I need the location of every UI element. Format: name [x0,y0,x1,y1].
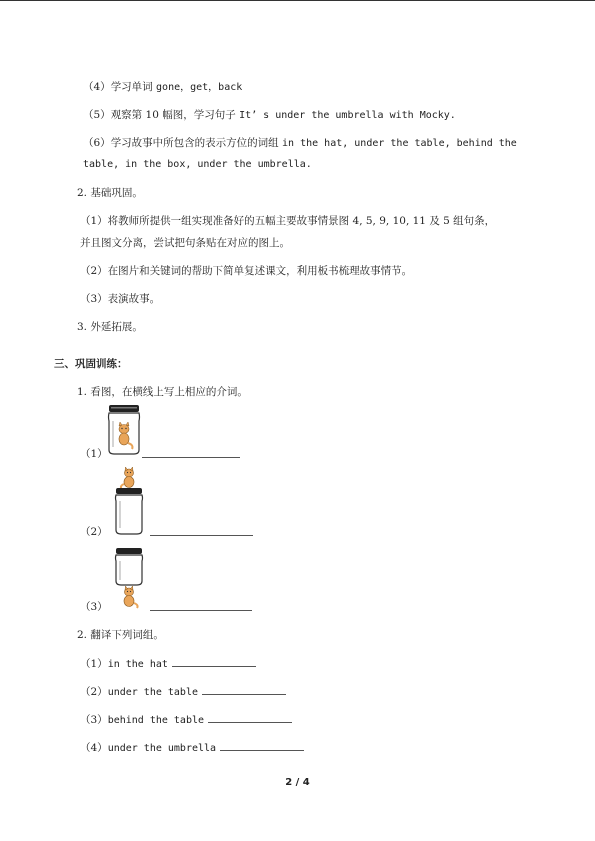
consolidate-heading: 2. 基础巩固。 [77,187,143,199]
q2-item-2: （2）under the table [80,684,286,700]
consolidate-2: （2）在图片和关键词的帮助下简单复述课文，利用板书梳理故事情节。 [80,265,413,277]
question-1: 1. 看图，在横线上写上相应的介词。 [77,386,248,398]
q1-item-3: （3） [80,601,108,613]
section-3-title: 三、巩固训练： [54,358,128,370]
q2-answer-blank-1[interactable] [172,656,256,667]
q2-answer-blank-3[interactable] [208,712,292,723]
consolidate-3: （3）表演故事。 [80,293,161,305]
cat-under-jar-icon [114,547,144,609]
page-number: 2 / 4 [285,777,310,788]
q1-item-1: （1） [80,448,108,460]
question-2: 2. 翻译下列词组。 [77,629,164,641]
q1-answer-blank-1[interactable] [142,447,240,458]
consolidate-1-line1: （1）将教师所提供一组实现准备好的五幅主要故事情景图 4, 5, 9, 10, 11 及 5 组句条， [80,215,496,227]
q2-answer-blank-4[interactable] [220,740,304,751]
q1-answer-blank-2[interactable] [150,525,253,536]
top-rule [0,0,595,1]
q2-item-1: （1）in the hat [80,656,256,672]
cat-on-jar-icon [114,466,144,536]
step-6-line2: table, in the box, under the umbrella. [83,159,312,170]
q2-answer-blank-2[interactable] [202,684,286,695]
step-6-line1: （6）学习故事中所包含的表示方位的词组 in the hat, under the table, behind the [83,137,517,149]
q2-item-4: （4）under the umbrella [80,740,304,756]
cat-in-jar-icon [106,405,142,455]
q2-item-3: （3）behind the table [80,712,292,728]
q1-answer-blank-3[interactable] [150,600,252,611]
step-5: （5）观察第 10 幅图，学习句子 It’ s under the umbrella with Mocky. [83,109,456,121]
step-4: （4）学习单词 gone，get，back [83,81,243,93]
consolidate-1-line2: 并且图文分离，尝试把句条贴在对应的图上。 [80,237,290,249]
q1-item-2: （2） [80,526,108,538]
extend-heading: 3. 外延拓展。 [77,321,143,333]
